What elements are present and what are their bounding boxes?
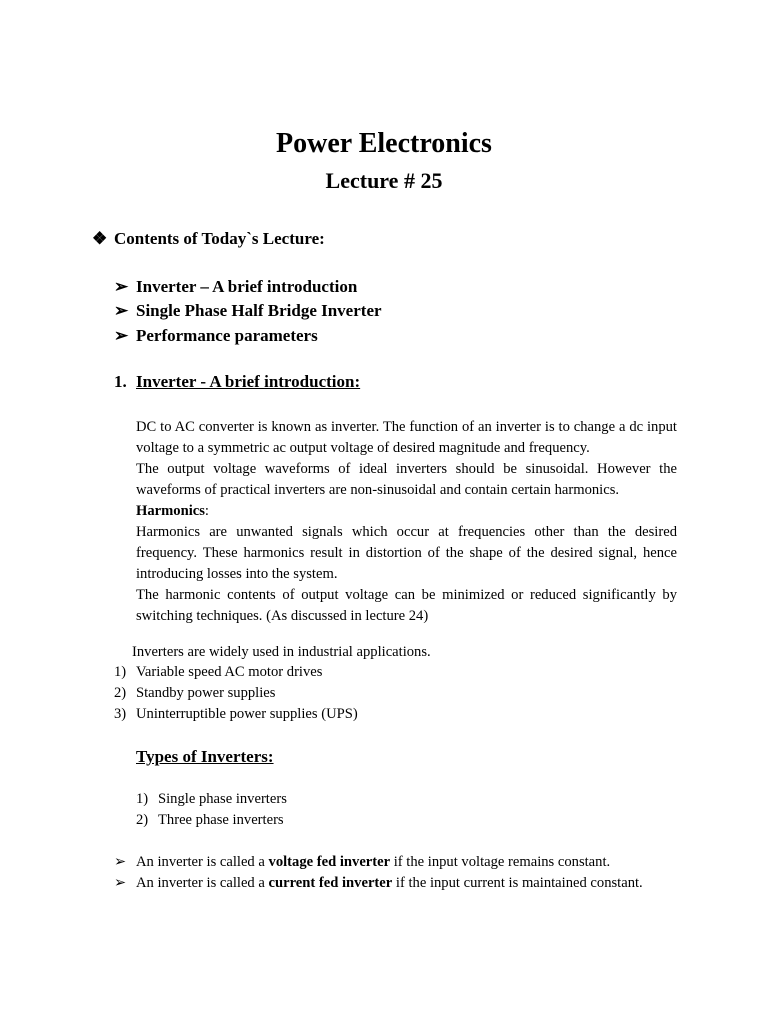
definition-term: current fed inverter: [268, 875, 393, 891]
list-number: 3): [114, 706, 127, 722]
paragraph: DC to AC converter is known as inverter. The function of an inverter is to change a dc input voltage to a symmetric ac output voltage of desired magnitude and frequency.: [136, 419, 677, 456]
list-item: [136, 812, 284, 829]
contents-heading-text: Contents of Today`s Lecture:: [114, 229, 325, 248]
definition-item: [114, 874, 643, 892]
section-number: 1.: [114, 372, 127, 391]
types-heading: Types of Inverters:: [136, 747, 274, 766]
list-item-text: Uninterruptible power supplies (UPS): [136, 706, 358, 722]
list-number: 1): [136, 791, 149, 807]
section-heading-text: Inverter - A brief introduction:: [136, 372, 361, 391]
harmonics-label: Harmonics: [136, 503, 205, 519]
arrow-bullet-icon: ➢: [114, 854, 127, 870]
list-item: [114, 685, 275, 702]
page-title: Power Electronics: [276, 128, 492, 159]
toc-item: [114, 301, 382, 321]
toc-item-text: Inverter – A brief introduction: [136, 277, 358, 296]
list-number: 2): [114, 685, 127, 701]
arrow-bullet-icon: ➢: [114, 301, 129, 320]
paragraph: The harmonic contents of output voltage can be minimized or reduced significantly by switching techniques. (As discussed in lecture 24): [136, 587, 677, 624]
list-item-text: Three phase inverters: [158, 812, 284, 828]
lecture-number: Lecture # 25: [325, 168, 443, 193]
arrow-bullet-icon: ➢: [114, 875, 127, 891]
list-number: 2): [136, 812, 149, 828]
section-heading: [114, 372, 360, 392]
list-item-text: Variable speed AC motor drives: [136, 664, 323, 680]
toc-item: [114, 326, 318, 346]
list-item-text: Standby power supplies: [136, 685, 276, 701]
definition-pre: An inverter is called a: [136, 875, 269, 891]
harmonics-colon: :: [204, 503, 209, 519]
harmonics-label-line: [136, 501, 677, 522]
definition-term: voltage fed inverter: [268, 854, 391, 870]
list-item: [114, 664, 322, 681]
applications-intro: Inverters are widely used in industrial applications.: [132, 644, 431, 660]
diamond-bullet-icon: ❖: [92, 229, 108, 248]
toc-item-text: Performance parameters: [136, 326, 318, 345]
definition-pre: An inverter is called a: [136, 854, 269, 870]
definition-item: [114, 853, 610, 871]
contents-heading: [92, 229, 325, 249]
paragraph: The output voltage waveforms of ideal inverters should be sinusoidal. However the waveforms of practical inverters are non-sinusoidal and contain certain harmonics.: [136, 461, 677, 498]
list-item: [114, 706, 358, 723]
definition-post: if the input current is maintained constant.: [392, 875, 643, 891]
toc-item: [114, 277, 357, 297]
arrow-bullet-icon: ➢: [114, 277, 129, 296]
section-body: [136, 417, 677, 627]
list-item-text: Single phase inverters: [158, 791, 287, 807]
list-item: [136, 791, 287, 808]
toc-item-text: Single Phase Half Bridge Inverter: [136, 301, 382, 320]
arrow-bullet-icon: ➢: [114, 326, 129, 345]
list-number: 1): [114, 664, 127, 680]
paragraph: Harmonics are unwanted signals which occur at frequencies other than the desired frequency. These harmonics result in distortion of the shape of the desired signal, hence introducing losses into the system.: [136, 524, 677, 582]
definition-post: if the input voltage remains constant.: [390, 854, 611, 870]
